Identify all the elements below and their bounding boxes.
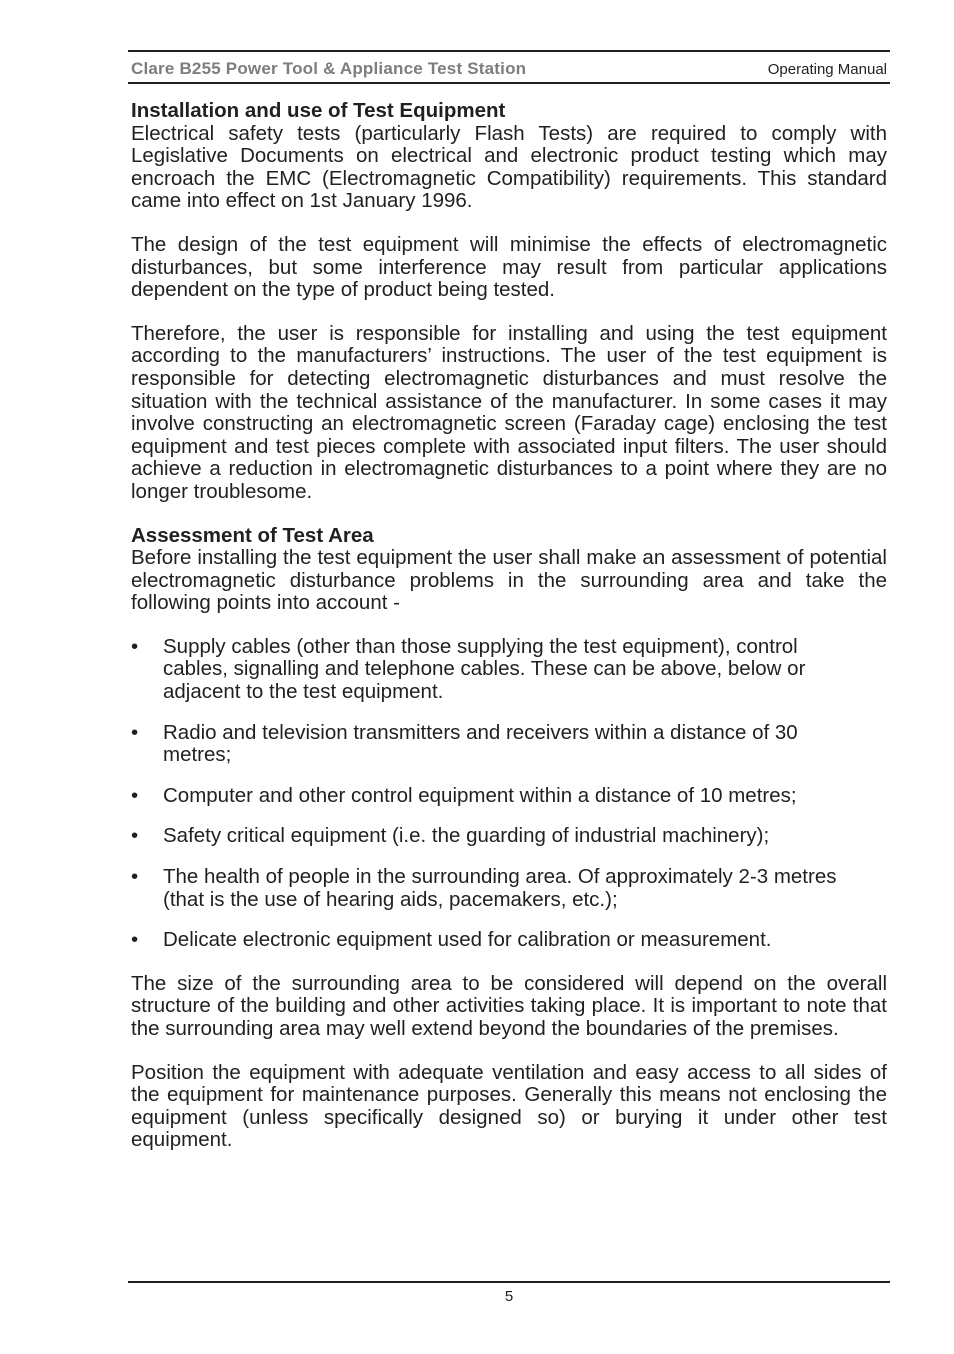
list-item-text: Computer and other control equipment within a distance of 10 metres;	[163, 783, 797, 807]
paragraph: The design of the test equipment will minimise the effects of electromagnetic disturbances, but some interference may result from particular applications dependent on the type of product being tested.	[131, 232, 887, 302]
bullet-icon: •	[131, 928, 139, 952]
list-item	[131, 866, 887, 911]
list-item-text: Safety critical equipment (i.e. the guarding of industrial machinery);	[163, 824, 770, 848]
section-installation	[131, 100, 887, 504]
page-number: 5	[504, 1288, 514, 1305]
paragraph: Electrical safety tests (particularly Flash Tests) are required to comply with Legislative Documents on electrical and electronic product testing which may encroach the EMC (Electromagnetic Compatibility) requirements. This standard came into effect on 1st January 1996.	[131, 121, 887, 213]
paragraph: The size of the surrounding area to be considered will depend on the overall structure of the building and other activities taking place. It is important to note that the surrounding area may well extend beyond the boundaries of the premises.	[131, 971, 887, 1040]
section-heading-assessment: Assessment of Test Area	[131, 523, 374, 547]
header-manual-label: Operating Manual	[767, 61, 887, 78]
list-item	[131, 636, 887, 704]
list-item	[131, 722, 887, 767]
document-page	[128, 50, 890, 1330]
paragraph: Therefore, the user is responsible for installing and using the test equipment according to the manufacturers’ instructions. The user of the test equipment is responsible for detecting electromagnetic disturbances and must resolve the situation with the technical assistance of the manufacturer. In some cases it may involve constructing an electromagnetic screen (Faraday cage) enclosing the test equipment and test pieces complete with associated input filters. The user should achieve a reduction in electromagnetic disturbances to a point where they are no longer troublesome.	[131, 321, 887, 503]
list-item	[131, 785, 887, 808]
list-item-text: Supply cables (other than those supplying the test equipment), control cables, signalling and telephone cables. These can be above, below or adjacent to the test equipment.	[163, 634, 806, 704]
bullet-icon: •	[131, 720, 139, 744]
bullet-icon: •	[131, 865, 139, 889]
list-item	[131, 929, 887, 952]
list-item	[131, 825, 887, 848]
list-item-text: Delicate electronic equipment used for calibration or measurement.	[163, 928, 772, 952]
header-title: Clare B255 Power Tool & Appliance Test Station	[131, 59, 527, 78]
bullet-list	[131, 636, 887, 952]
list-item-text: Radio and television transmitters and receivers within a distance of 30 metres;	[163, 720, 798, 767]
page-content	[131, 100, 887, 1173]
bullet-icon: •	[131, 634, 139, 658]
bullet-icon: •	[131, 824, 139, 848]
paragraph: Before installing the test equipment the user shall make an assessment of potential electromagnetic disturbance problems in the surrounding area and take the following points into account -	[131, 546, 887, 615]
section-heading-installation: Installation and use of Test Equipment	[131, 99, 506, 122]
paragraph: Position the equipment with adequate ventilation and easy access to all sides of the equipment for maintenance purposes. Generally this means not enclosing the equipment (unless specifically designed so) or burying it under other test equipment.	[131, 1060, 887, 1152]
page-header	[128, 50, 890, 84]
list-item-text: The health of people in the surrounding area. Of approximately 2-3 metres (that is the use of hearing aids, pacemakers, etc.);	[163, 865, 837, 911]
footer-divider	[128, 1281, 890, 1283]
bullet-icon: •	[131, 783, 139, 807]
section-assessment	[131, 525, 887, 1152]
